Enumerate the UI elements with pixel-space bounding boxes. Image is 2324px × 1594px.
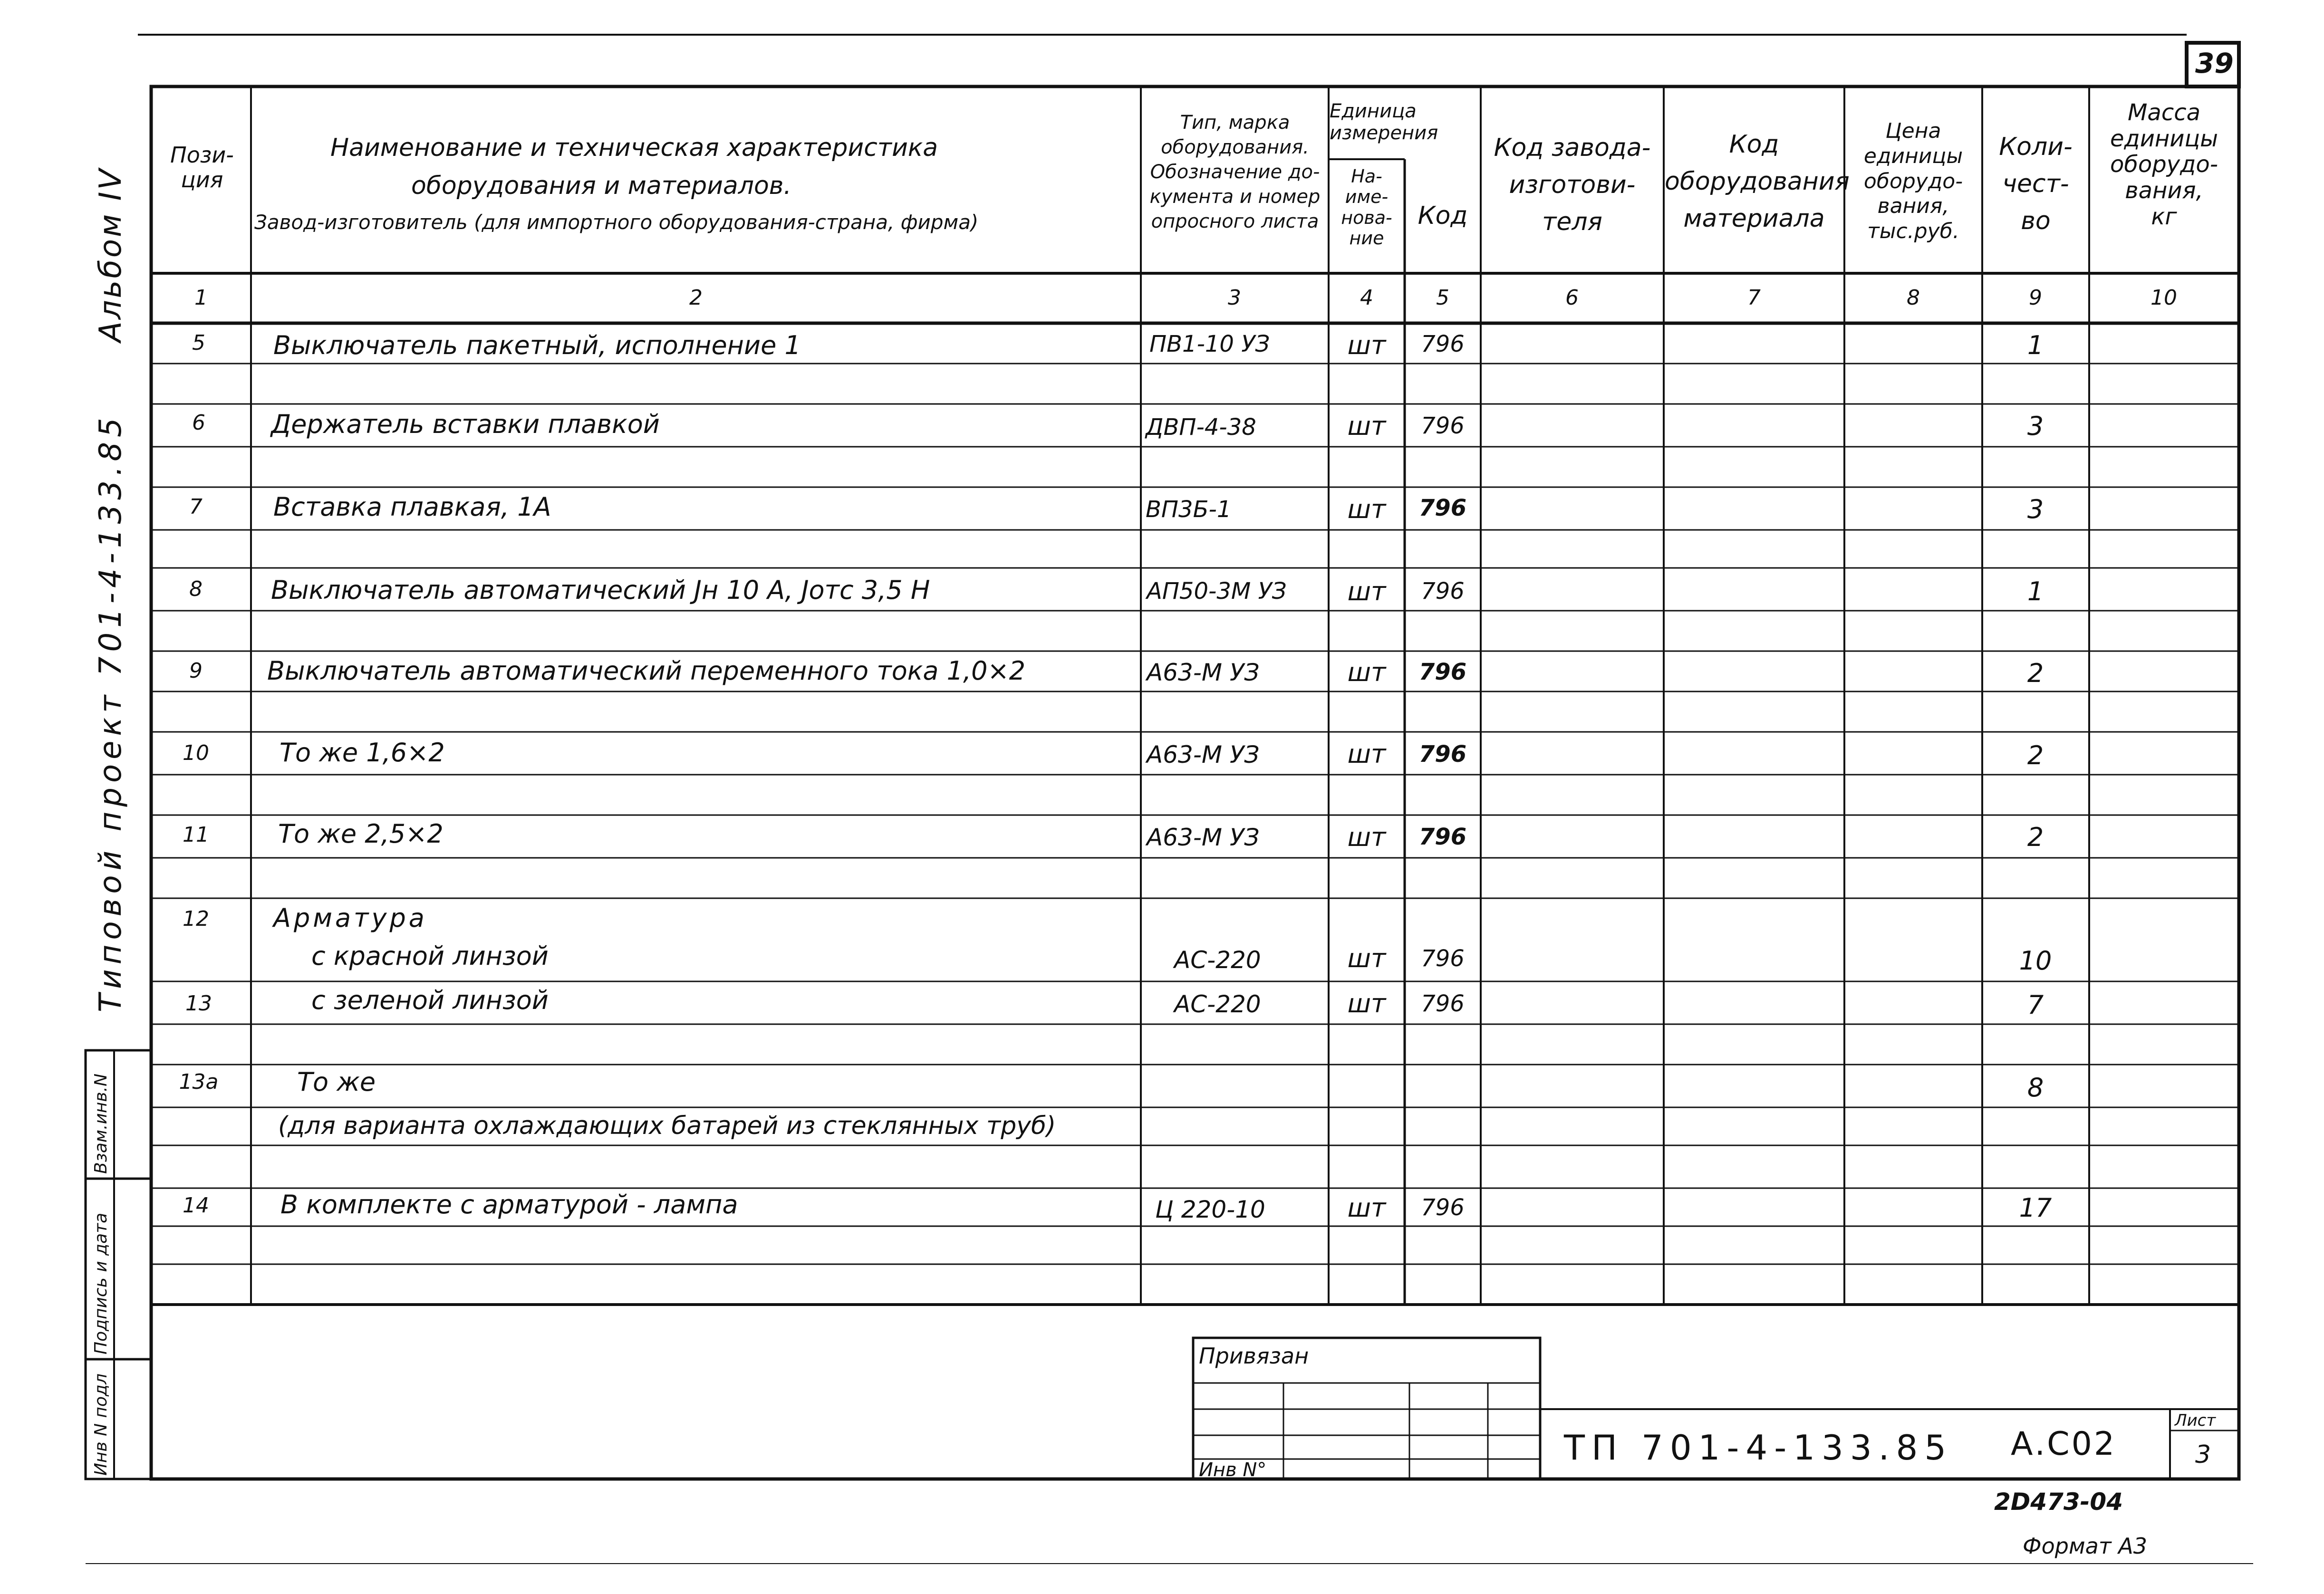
row-unit: шт <box>1347 576 1386 606</box>
privyazan-label: Привязан <box>1199 1343 1309 1369</box>
row-type: ДВП-4-38 <box>1146 414 1256 441</box>
row-quantity: 2 <box>2027 822 2044 852</box>
row-unit: шт <box>1347 411 1386 441</box>
row-type: АС-220 <box>1174 946 1261 974</box>
header-quantity: Коли- чест- во <box>1999 133 2073 235</box>
row-name: (для варианта охлаждающих батарей из стеклянных труб) <box>278 1112 1056 1140</box>
colnum-7: 7 <box>1747 286 1761 310</box>
colnum-3: 3 <box>1228 286 1241 310</box>
row-type: ПВ1-10 УЗ <box>1149 331 1270 357</box>
header-price: Цена единицы оборудо- вания, тыс.руб. <box>1863 119 1963 244</box>
row-type: ВП3Б-1 <box>1146 496 1232 523</box>
row-unit: шт <box>1347 989 1386 1018</box>
header-mass: Масса единицы оборудо- вания, кг <box>2110 99 2218 230</box>
colnum-4: 4 <box>1360 286 1373 310</box>
row-position: 7 <box>189 495 203 519</box>
header-equipment-code: Код оборудования материала <box>1665 130 1850 233</box>
colnum-6: 6 <box>1565 286 1579 310</box>
archive-code: 2D473-04 <box>1994 1488 2123 1516</box>
header-unit-code: Код <box>1418 202 1468 230</box>
header-unit-name: На- име- нова- ние <box>1341 166 1392 249</box>
stamp-label-signature-date: Подпись и дата <box>91 1212 111 1354</box>
row-name: То же 2,5×2 <box>278 819 444 849</box>
row-unit: шт <box>1347 657 1386 687</box>
stamp-label-inv-podl: Инв N подл <box>91 1373 111 1476</box>
row-quantity: 3 <box>2027 494 2044 524</box>
row-unit: шт <box>1347 822 1386 852</box>
row-name: Выключатель автоматический Jн 10 А, Jотс 3,5 Н <box>271 575 930 605</box>
row-type: А63-М УЗ <box>1147 824 1260 851</box>
row-type: АП50-3М УЗ <box>1147 578 1287 605</box>
row-quantity: 2 <box>2027 658 2044 688</box>
row-name: с красной линзой <box>311 941 549 971</box>
row-code: 796 <box>1421 413 1465 439</box>
row-quantity: 8 <box>2027 1073 2044 1103</box>
row-name: Выключатель пакетный, исполнение 1 <box>273 330 801 360</box>
header-factory-code: Код завода- изготови- теля <box>1494 134 1651 236</box>
row-position: 5 <box>192 331 205 355</box>
row-quantity: 10 <box>2019 946 2052 976</box>
header-unit-group: Единица измерения <box>1330 100 1438 144</box>
colnum-1: 1 <box>194 286 208 310</box>
row-code: 796 <box>1421 1194 1465 1221</box>
colnum-9: 9 <box>2029 286 2042 310</box>
row-name: Выключатель автоматический переменного тока 1,0×2 <box>267 656 1026 686</box>
row-name: То же <box>297 1067 376 1097</box>
row-code: 796 <box>1418 741 1467 768</box>
colnum-5: 5 <box>1436 286 1449 310</box>
row-code: 796 <box>1421 578 1465 605</box>
row-name: с зеленой линзой <box>311 985 549 1015</box>
document-section: А.С02 <box>2011 1425 2117 1463</box>
row-position: 10 <box>183 741 209 765</box>
row-position: 8 <box>189 577 203 601</box>
inv-number-label: Инв N° <box>1199 1459 1267 1481</box>
row-name: Держатель вставки плавкой <box>271 409 660 439</box>
vertical-album-label: Альбом IV <box>93 167 128 342</box>
row-type: А63-М УЗ <box>1147 741 1260 768</box>
row-unit: шт <box>1347 1193 1386 1223</box>
row-position: 11 <box>183 823 209 847</box>
format-label: Формат А3 <box>2023 1533 2147 1559</box>
row-position: 14 <box>183 1193 209 1218</box>
row-quantity: 3 <box>2027 411 2044 441</box>
row-code: 796 <box>1421 331 1465 357</box>
row-code: 796 <box>1421 990 1465 1017</box>
header-name-line2: оборудования и материалов. <box>411 172 791 200</box>
row-name: В комплекте с арматурой - лампа <box>280 1190 738 1220</box>
row-code: 796 <box>1421 945 1465 972</box>
row-unit: шт <box>1347 330 1386 360</box>
row-position: 13 <box>185 991 212 1016</box>
row-name: Вставка плавкая, 1А <box>273 492 551 522</box>
row-quantity: 7 <box>2027 990 2044 1020</box>
sheet-value: 3 <box>2195 1440 2211 1469</box>
row-type: АС-220 <box>1174 990 1261 1018</box>
row-type: А63-М УЗ <box>1147 659 1260 686</box>
header-position: Пози- ция <box>170 142 234 193</box>
row-position: 13а <box>179 1070 219 1094</box>
row-code: 796 <box>1418 659 1467 685</box>
row-quantity: 1 <box>2027 330 2044 360</box>
colnum-2: 2 <box>689 286 703 310</box>
header-type: Тип, марка оборудования. Обозначение до- кумента и номер опросного листа <box>1149 112 1321 232</box>
header-name-line1: Наименование и техническая характеристика <box>330 134 938 162</box>
sheet-label: Лист <box>2175 1411 2216 1430</box>
row-quantity: 17 <box>2019 1193 2052 1223</box>
row-position: 6 <box>192 411 205 435</box>
row-type: Ц 220-10 <box>1155 1196 1265 1223</box>
row-position: 12 <box>183 907 209 931</box>
row-quantity: 2 <box>2027 740 2044 770</box>
row-name: То же 1,6×2 <box>280 738 445 768</box>
colnum-8: 8 <box>1907 286 1920 310</box>
row-unit: шт <box>1347 943 1386 973</box>
row-code: 796 <box>1418 495 1467 521</box>
sheet-number: 39 <box>2195 47 2234 79</box>
row-unit: шт <box>1347 494 1386 524</box>
row-code: 796 <box>1418 824 1467 850</box>
row-position: 9 <box>189 659 203 683</box>
row-quantity: 1 <box>2027 576 2044 606</box>
row-name: Арматура <box>273 903 427 933</box>
vertical-project-title: Типовой проект 701-4-133.85 <box>93 413 128 1012</box>
document-designation: ТП 701-4-133.85 <box>1564 1428 1953 1468</box>
colnum-10: 10 <box>2150 286 2177 310</box>
row-unit: шт <box>1347 739 1386 769</box>
stamp-label-vzam-inv: Взам.инв.N <box>91 1073 111 1174</box>
header-name-line3: Завод-изготовитель (для импортного оборудования-страна, фирма) <box>254 211 979 234</box>
